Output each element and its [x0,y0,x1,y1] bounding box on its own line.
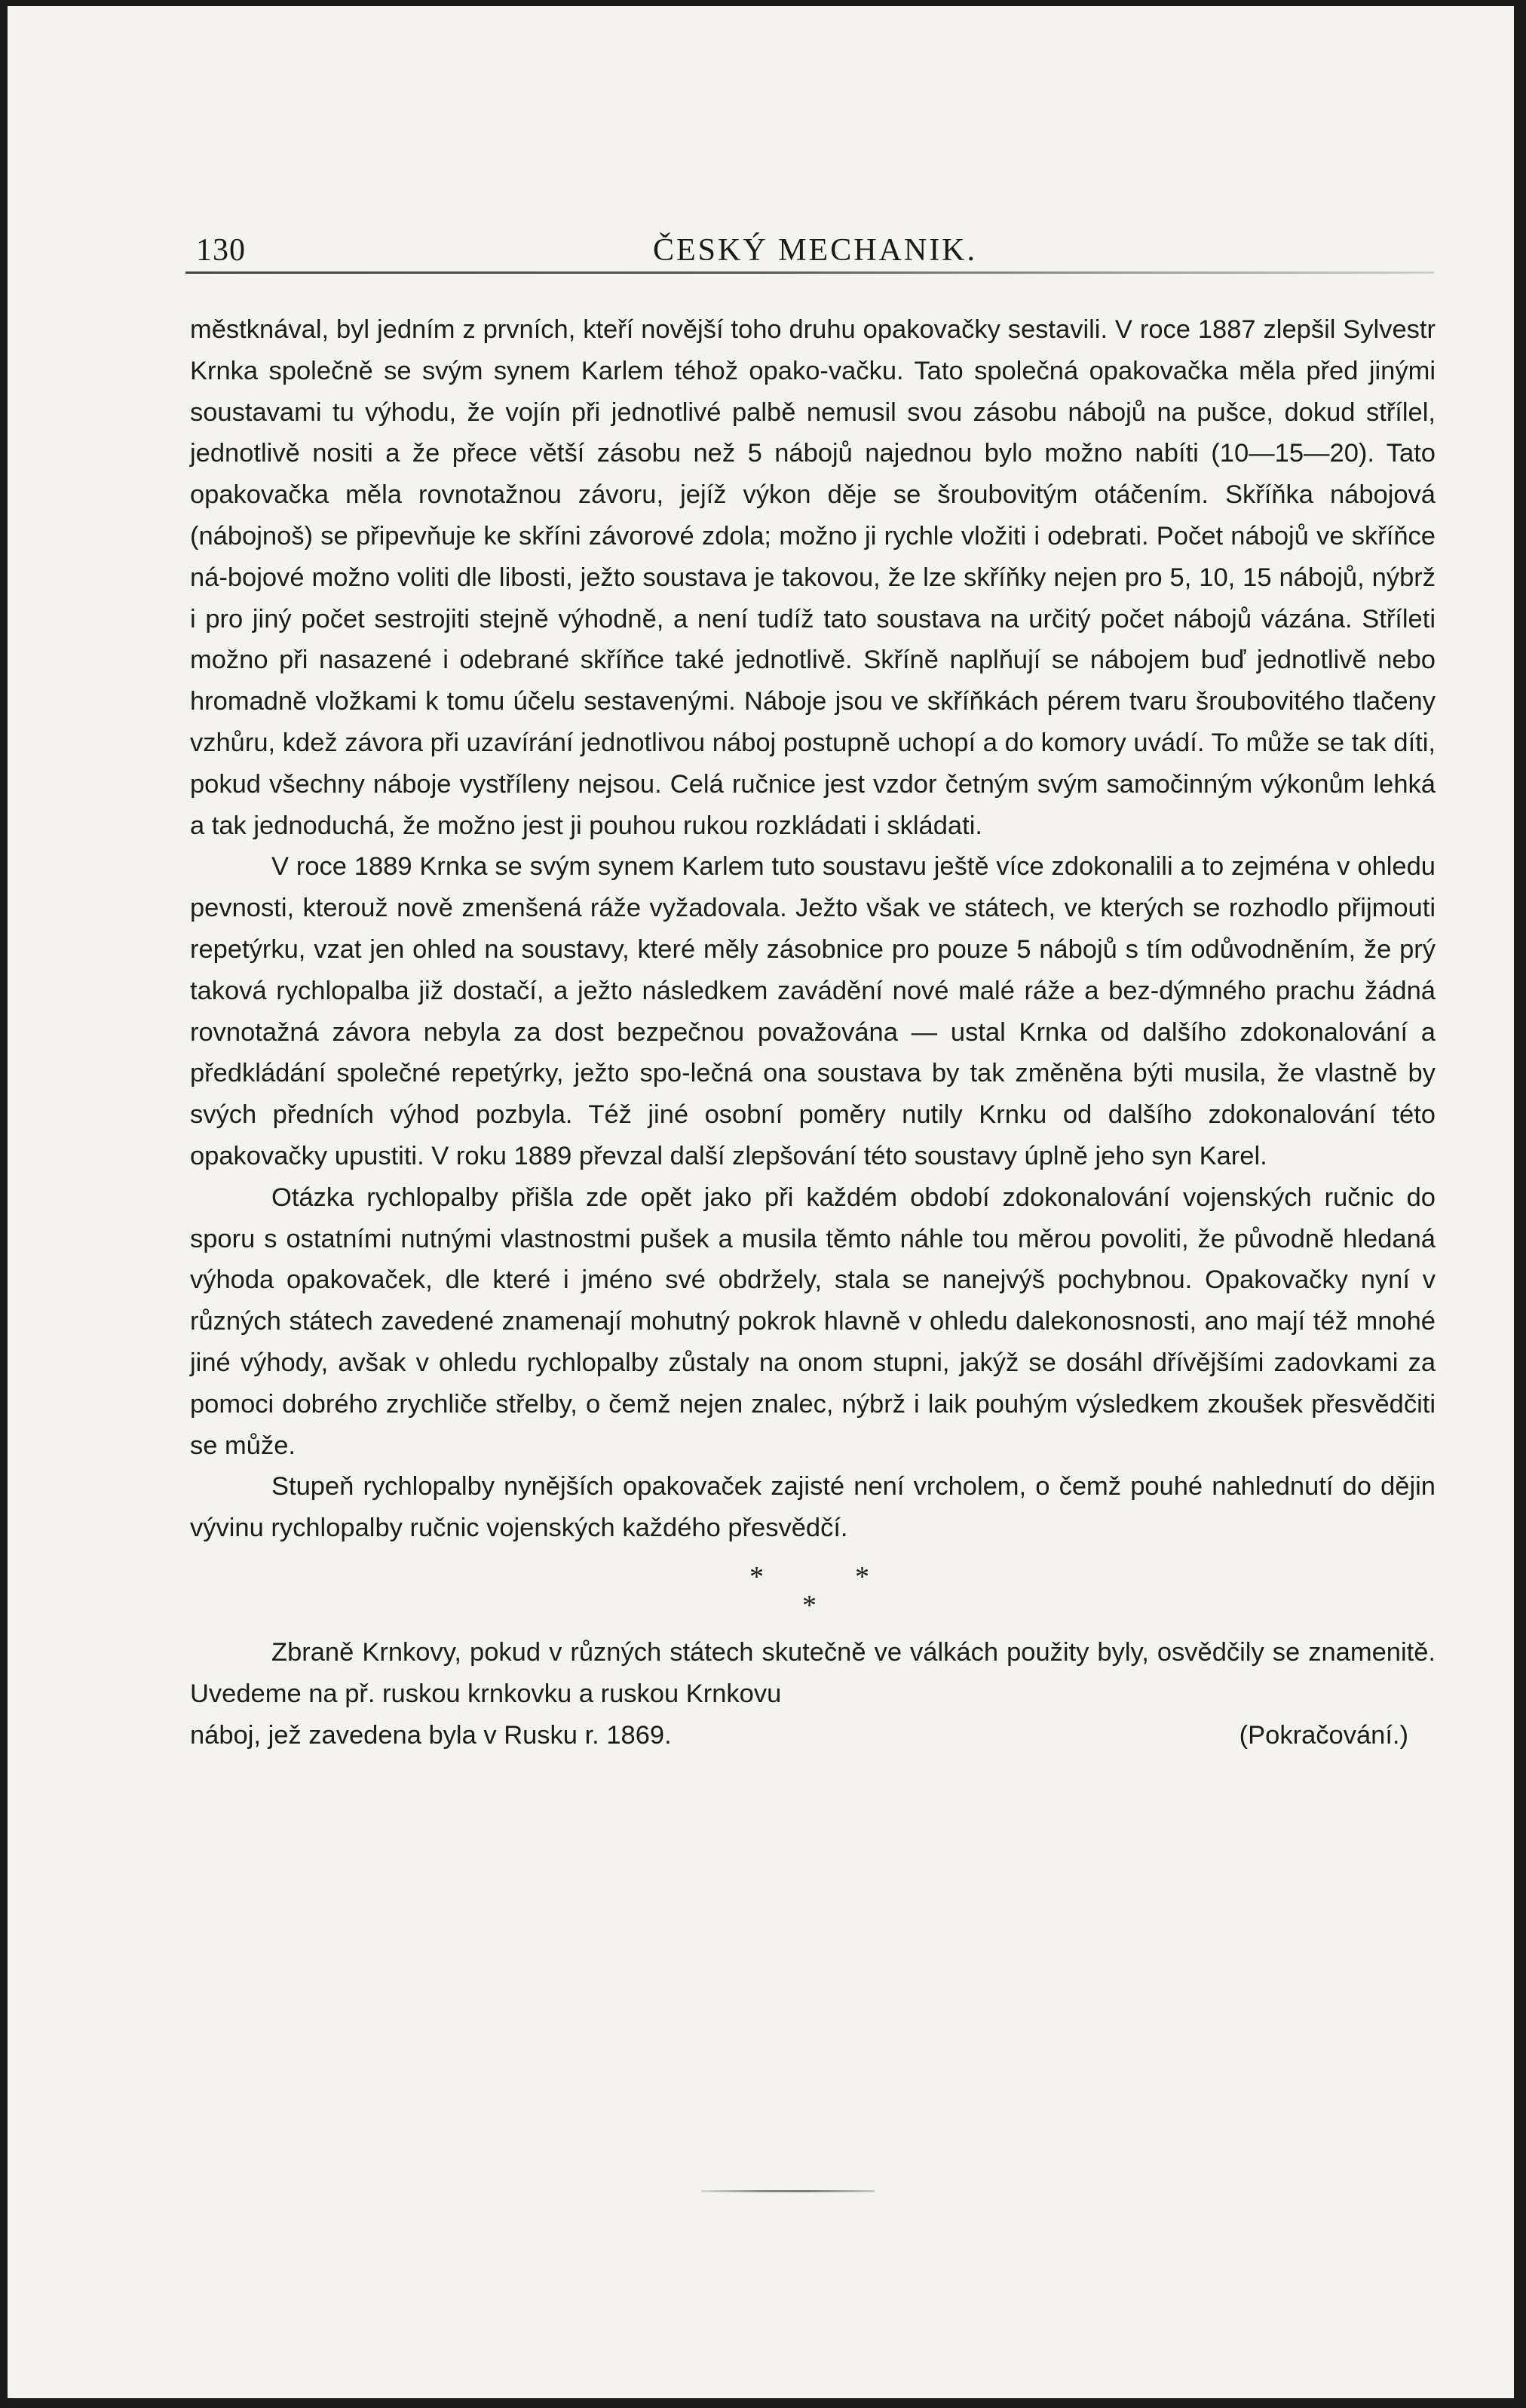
book-page [8,6,1514,2398]
continued-note: (Pokračování.) [1239,1720,1408,1750]
paragraph-2: V roce 1889 Krnka se svým synem Karlem tuto soustavu ještě více zdokonalili a to zejména v ohledu pevnosti, kterouž nově zmenšená ráže vyžadovala. Ježto však ve státech, ve kterých se rozhodlo přijmouti repetýrku, vzat jen ohled na soustavy, které měly zásobnice pro pouze 5 nábojů s tím odůvodněním, že prý taková rychlopalba již dostačí, a ježto následkem zavádění nové malé ráže a bez-dýmného prachu žádná rovnotažná závora nebyla za dost bezpečnou považována — ustal Krnka od dalšího zdokonalování a předkládání společné repetýrky, ježto spo-lečná ona soustava by tak změněna býti musila, že vlastně by svých předních výhod pozbyla. Též jiné osobní poměry nutily Krnku od dalšího zdokonalování této opakovačky upustiti. V roku 1889 převzal další zlepšování této soustavy úplně jeho syn Karel. [190,852,1436,1170]
paragraph-4: Stupeň rychlopalby nynějších opakovaček zajisté není vrcholem, o čemž pouhé nahlednutí do dějin vývinu rychlopalby ručnic vojenských každého přesvědčí. [190,1472,1436,1543]
final-line: náboj, jež zavedena byla v Rusku r. 1869. [190,1720,672,1750]
body-text [190,309,1436,1756]
page-header [185,232,1434,270]
paragraph-1: městknával, byl jedním z prvních, kteří novější toho druhu opakovačky sestavili. V roce 1887 zlepšil Sylvestr Krnka společně se svým synem Karlem téhož opako-vačku. Tato společná opakovačka měla před jinými soustavami tu výhodu, že vojín při jednotlivé palbě nemusil svou zásobu nábojů na pušce, dokud střílel, jednotlivě nositi a že přece větší zásobu než 5 nábojů najednou bylo možno nabíti (10—15—20). Tato opakovačka měla rovnotažnou závoru, jejíž výkon děje se šroubovitým otáčením. Skříňka nábojová (nábojnoš) se připevňuje ke skříni závorové zdola; možno ji rychle vložiti i odebrati. Počet nábojů ve skříňce ná-bojové možno voliti dle libosti, ježto soustava je takovou, že lze skříňky nejen pro 5, 10, 15 nábojů, nýbrž i pro jiný počet sestrojiti stejně výhodně, a není tudíž tato soustava na určitý počet nábojů vázána. Stříleti možno při nasazené i odebrané skříňce také jednotlivě. Skříně naplňují se nábojem buď jednotlivě nebo hromadně vložkami k tomu účelu sestavenými. Náboje jsou ve skříňkách pérem tvaru šroubovitého tlačeny vzhůru, kdež závora při uzavírání jednotlivou náboj postupně uchopí a do komory uvádí. To může se tak díti, pokud všechny náboje vystříleny nejsou. Celá ručnice jest vzdor četným svým samočinným výkonům lehká a tak jednoduchá, že možno jest ji pouhou rukou rozkládati i skládati. [190,315,1436,840]
final-line-row [190,1715,1436,1756]
asterism-star: * [855,1560,869,1593]
asterism [190,1549,1436,1632]
running-title: ČESKÝ MECHANIK. [653,233,978,268]
header-rule [185,271,1434,274]
paragraph-3: Otázka rychlopalby přišla zde opět jako při každém období zdokonalování vojenských ručnic do sporu s ostatními nutnými vlastnostmi pušek a musila těmto náhle tou měrou povoliti, že původně hledaná výhoda opakovaček, dle které i jméno své obdržely, stala se nanejvýš pochybnou. Opakovačky nyní v různých státech zavedené znamenají mohutný pokrok hlavně v ohledu dalekonosnosti, ano mají též mnohé jiné výhody, avšak v ohledu rychlopalby zůstaly na onom stupni, jakýž se dosáhl dřívějšími zadovkami za pomoci dobrého zrychliče střelby, o čemž nejen znalec, nýbrž i laik pouhým výsledkem zkoušek přesvědčiti se může. [190,1183,1436,1460]
asterism-star: * [749,1560,764,1593]
asterism-star: * [802,1589,817,1621]
page-number: 130 [196,233,246,268]
final-paragraph: Zbraně Krnkovy, pokud v různých státech skutečně ve válkách použity byly, osvědčily se znamenitě. Uvedeme na př. ruskou krnkovku a ruskou Krnkovu [190,1637,1436,1708]
bottom-rule [701,2190,875,2192]
